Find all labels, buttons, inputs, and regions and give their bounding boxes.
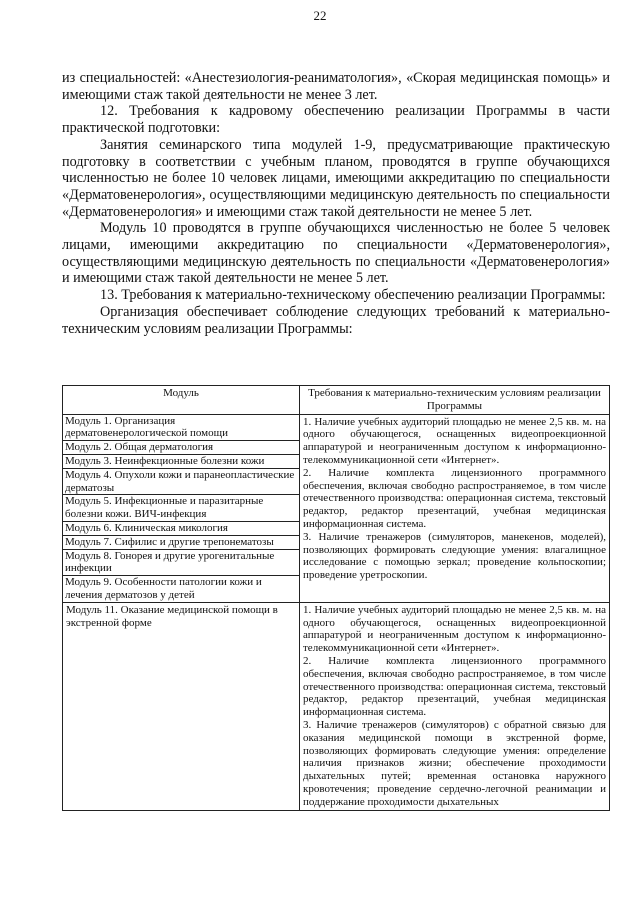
- module-item: Модуль 8. Гонорея и другие урогенитальные инфекции: [63, 549, 299, 576]
- paragraph-module-10: Модуль 10 проводятся в группе обучающихся численностью не более 5 человек лицами, имеющими аккредитацию по специальности «Дерматовенерология», осуществляющими медицинскую деятельность по специальности «Дерматовенерология» и имеющими стаж такой деятельности не менее 5 лет.: [62, 220, 610, 287]
- module-item: Модуль 1. Организация дерматовенерологической помощи: [63, 415, 299, 441]
- table-header-row: [63, 386, 610, 415]
- modules-list: [63, 415, 299, 602]
- requirements-table: [62, 385, 610, 811]
- table-row: [63, 602, 610, 810]
- module-item: Модуль 6. Клиническая микология: [63, 521, 299, 535]
- paragraph-item-13: 13. Требования к материально-техническому обеспечению реализации Программы:: [100, 287, 606, 304]
- module-item: Модуль 11. Оказание медицинской помощи в экстренной форме: [63, 602, 300, 810]
- requirement-item: 2. Наличие комплекта лицензионного программного обеспечения, включая свободно распространяемое, в том числе отечественного производства: операционная система, текстовый редактор, редактор презентаций, учебная медицинская информационная система.: [303, 654, 606, 719]
- requirement-item: 1. Наличие учебных аудиторий площадью не менее 2,5 кв. м. на одного обучающегося, оснащенных видеопроекционной аппаратурой и неограниченным доступом к информационно-телекоммуникационной сети «Интернет».: [303, 603, 606, 655]
- requirement-item: 1. Наличие учебных аудиторий площадью не менее 2,5 кв. м. на одного обучающегося, оснащенных видеопроекционной аппаратурой и неограниченным доступом к информационно-телекоммуникационной сети «Интернет».: [303, 415, 606, 466]
- paragraph-item-12: 12. Требования к кадровому обеспечению реализации Программы в части практической подготовки:: [62, 103, 610, 137]
- requirements-cell: [300, 602, 610, 810]
- requirement-item: 3. Наличие тренажеров (симуляторов) с обратной связью для оказания медицинской помощи в экстренной форме, позволяющих формировать следующие умения: определение наличия признаков жизни; обеспечение проходимости дыхательных путей; временная остановка наружного кровотечения; проведение сердечно-легочной реанимации и поддержание проходимости дыхательных: [303, 718, 606, 808]
- modules-cell: [63, 414, 300, 602]
- paragraph-continuation: из специальностей: «Анестезиология-реаниматология», «Скорая медицинская помощь» и имеющими стаж такой деятельности не менее 3 лет.: [62, 70, 610, 103]
- module-item: Модуль 7. Сифилис и другие трепонематозы: [63, 535, 299, 549]
- module-item: Модуль 2. Общая дерматология: [63, 441, 299, 455]
- module-item: Модуль 9. Особенности патологии кожи и лечения дерматозов у детей: [65, 576, 262, 601]
- page-number: 22: [313, 8, 327, 23]
- module-item: Модуль 4. Опухоли кожи и паранеопластические дерматозы: [63, 468, 299, 495]
- module-item: Модуль 5. Инфекционные и паразитарные болезни кожи. ВИЧ-инфекция: [63, 495, 299, 522]
- requirement-item: 3. Наличие тренажеров (симуляторов, манекенов, моделей), позволяющих формировать следующие умения: влагалищное исследование с помощью зеркал; проведение кольпоскопии; проведение уретроскопии.: [303, 530, 606, 582]
- column-header-module: Модуль: [63, 386, 300, 415]
- requirement-item: 2. Наличие комплекта лицензионного программного обеспечения, включая свободно распространяемое, в том числе отечественного производства: операционная система, текстовый редактор, редактор презентаций, учебная медицинская информационная система.: [303, 466, 606, 530]
- paragraph-seminar-classes: Занятия семинарского типа модулей 1-9, предусматривающие практическую подготовку в соответствии с учебным планом, проводятся в группе обучающихся численностью не более 10 человек лицами, имеющими аккредитацию по специальности «Дерматовенерология», осуществляющими медицинскую деятельность по специальности «Дерматовенерология» и имеющими стаж такой деятельности не менее 5 лет.: [62, 136, 610, 220]
- requirements-cell: [300, 414, 610, 602]
- column-header-requirements: Требования к материально-техническим условиям реализации Программы: [300, 386, 610, 415]
- module-item: Модуль 3. Неинфекционные болезни кожи: [63, 454, 299, 468]
- paragraph-organization: Организация обеспечивает соблюдение следующих требований к материально-техническим условиям реализации Программы:: [62, 303, 610, 337]
- body-text: [62, 70, 610, 337]
- table-row: [63, 414, 610, 602]
